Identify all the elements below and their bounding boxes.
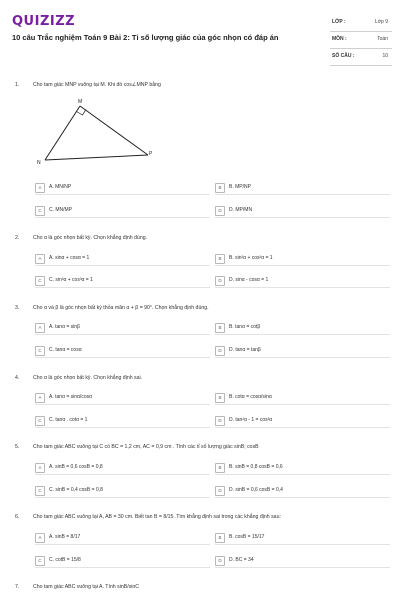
option-letter: D <box>215 206 225 216</box>
option-text: C. MN/MP <box>49 207 73 213</box>
option-text: B. sinB = 0,8 cosB = 0,6 <box>229 464 283 470</box>
option-text: B. sin²α + cos²α = 1 <box>229 255 273 261</box>
option-text: D. MP/MN <box>229 207 253 213</box>
option-text: C. sinB = 0,4 cosB = 0,8 <box>49 487 103 493</box>
option-6c[interactable] <box>35 556 210 568</box>
meta-label: MÔN : <box>332 36 347 42</box>
option-text: D. sinB = 0,6 cosB = 0,4 <box>229 487 283 493</box>
meta-value: 10 <box>382 53 388 59</box>
option-2b[interactable] <box>215 254 390 266</box>
question-number: 6. <box>15 514 20 520</box>
option-text: C. tanα = cosα <box>49 347 82 353</box>
option-1a[interactable] <box>35 183 210 195</box>
option-text: B. MP/NP <box>229 184 251 190</box>
option-letter: A <box>35 463 45 473</box>
side-mp <box>80 106 148 155</box>
option-letter: B <box>215 533 225 543</box>
option-letter: A <box>35 323 45 333</box>
option-letter: A <box>35 183 45 193</box>
option-text: A. sinB = 8/17 <box>49 534 81 540</box>
option-letter: C <box>35 416 45 426</box>
option-text: C. cotB = 15/8 <box>49 557 81 563</box>
option-1b[interactable] <box>215 183 390 195</box>
question-number: 5. <box>15 444 20 450</box>
option-text: A. tanα = sinα/cosα <box>49 394 92 400</box>
option-text: C. sin³α + cos³α = 1 <box>49 277 93 283</box>
question-text: Cho α là góc nhọn bất kỳ. Chọn khẳng định đúng. <box>33 235 148 241</box>
question-number: 1. <box>15 82 20 88</box>
triangle-figure <box>30 98 160 170</box>
option-letter: B <box>215 183 225 193</box>
question-number: 2. <box>15 235 20 241</box>
meta-label: SỐ CÂU : <box>332 53 355 59</box>
option-text: C. tanα . cotα = 1 <box>49 417 88 423</box>
option-letter: D <box>215 486 225 496</box>
option-2d[interactable] <box>215 276 390 288</box>
option-letter: A <box>35 393 45 403</box>
option-text: A. sinB = 0,6 cosB = 0,8 <box>49 464 103 470</box>
option-letter: C <box>35 556 45 566</box>
option-4c[interactable] <box>35 416 210 428</box>
option-3b[interactable] <box>215 323 390 335</box>
side-np <box>45 155 148 160</box>
option-6d[interactable] <box>215 556 390 568</box>
meta-label: LỚP : <box>332 19 346 25</box>
option-letter: C <box>35 206 45 216</box>
option-letter: D <box>215 346 225 356</box>
option-6a[interactable] <box>35 533 210 545</box>
option-letter: C <box>35 486 45 496</box>
option-1c[interactable] <box>35 206 210 218</box>
option-letter: D <box>215 556 225 566</box>
option-4b[interactable] <box>215 393 390 405</box>
question-number: 4. <box>15 375 20 381</box>
option-4a[interactable] <box>35 393 210 405</box>
option-text: D. sinα - cosα = 1 <box>229 277 269 283</box>
option-text: B. cosB = 15/17 <box>229 534 265 540</box>
meta-value: Toán <box>377 36 388 42</box>
question-text: Cho α và β là góc nhọn bất kỳ thỏa mãn α + β = 90°. Chọn khẳng định đúng. <box>33 305 209 311</box>
option-text: D. BC = 34 <box>229 557 254 563</box>
meta-row-class <box>330 15 392 32</box>
meta-value: Lớp 9 <box>374 19 388 25</box>
right-angle-mark <box>77 110 87 116</box>
option-2a[interactable] <box>35 254 210 266</box>
option-letter: B <box>215 463 225 473</box>
question-number: 3. <box>15 305 20 311</box>
quizizz-logo: QUIZIZZ <box>12 14 76 29</box>
question-text: Cho α là góc nhọn bất kỳ. Chọn khẳng định sai. <box>33 375 143 381</box>
label-m: M <box>78 99 83 105</box>
option-3a[interactable] <box>35 323 210 335</box>
option-6b[interactable] <box>215 533 390 545</box>
label-n: N <box>37 160 41 166</box>
option-letter: C <box>35 276 45 286</box>
option-4d[interactable] <box>215 416 390 428</box>
question-text: Cho tam giác ABC vuông tại C có BC = 1,2 cm, AC = 0,9 cm . Tính các tỉ số lượng giác sinB; cosB <box>33 444 259 450</box>
option-letter: B <box>215 393 225 403</box>
page-title: 10 câu Trắc nghiệm Toán 9 Bài 2: Tỉ số lượng giác của góc nhọn có đáp án <box>12 33 279 42</box>
option-5c[interactable] <box>35 486 210 498</box>
option-letter: D <box>215 276 225 286</box>
option-letter: B <box>215 323 225 333</box>
option-letter: A <box>35 254 45 264</box>
option-letter: C <box>35 346 45 356</box>
option-letter: D <box>215 416 225 426</box>
option-text: B. tanα = cotβ <box>229 324 261 330</box>
option-2c[interactable] <box>35 276 210 288</box>
label-p: P <box>149 151 153 157</box>
meta-row-count <box>330 49 392 66</box>
option-text: A. MN/NP <box>49 184 72 190</box>
question-number: 7. <box>15 584 20 590</box>
option-1d[interactable] <box>215 206 390 218</box>
option-text: A. tanα = sinβ <box>49 324 80 330</box>
option-3d[interactable] <box>215 346 390 358</box>
question-text: Cho tam giác MNP vuông tại M. Khi đó cos∠MNP bằng <box>33 82 161 88</box>
option-text: A. sinα + cosα = 1 <box>49 255 90 261</box>
option-5a[interactable] <box>35 463 210 475</box>
option-3c[interactable] <box>35 346 210 358</box>
option-5d[interactable] <box>215 486 390 498</box>
question-text: Cho tam giác ABC vuông tại A, AB = 30 cm. Biết tan B = 8/15. Tìm khẳng định sai trong các khẳng định sau: <box>33 514 281 520</box>
header <box>0 0 400 66</box>
option-5b[interactable] <box>215 463 390 475</box>
option-letter: B <box>215 254 225 264</box>
question-text: Cho tam giác ABC vuông tại A. Tính sinB/sinC <box>33 584 140 590</box>
option-text: D. tanα = tanβ <box>229 347 261 353</box>
side-nm <box>45 106 80 160</box>
triangle-mnp-diagram <box>30 98 160 170</box>
option-text: D. tan²α - 1 = cos²α <box>229 417 273 423</box>
option-letter: A <box>35 533 45 543</box>
meta-row-subject <box>330 32 392 49</box>
option-text: B. cotα = cosα/sinα <box>229 394 272 400</box>
meta-table <box>330 15 392 66</box>
